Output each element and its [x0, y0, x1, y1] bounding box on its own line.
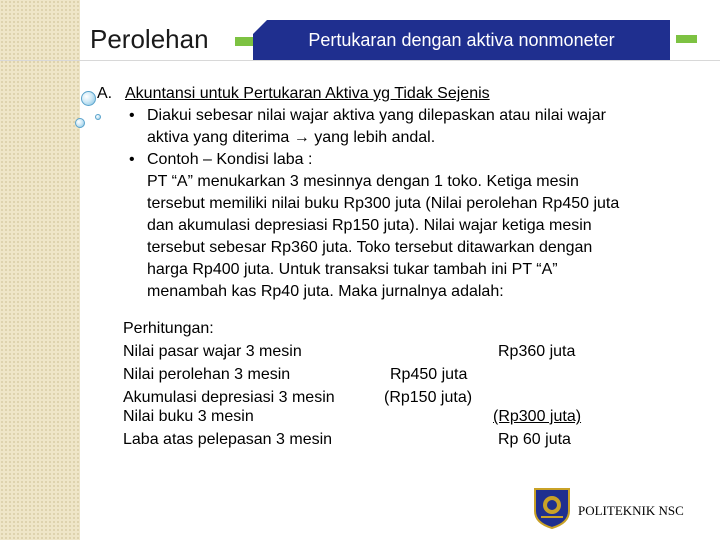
bullet-2-line-5: tersebut sebesar Rp360 juta. Toko tersebut ditawarkan dengan [147, 239, 593, 256]
bubble-decoration-large [81, 91, 96, 106]
calc-heading: Perhitungan: [123, 320, 214, 337]
green-accent-right [676, 35, 697, 43]
bullet-symbol-1: • [129, 107, 135, 124]
calc-label-gain: Laba atas pelepasan 3 mesin [123, 431, 333, 448]
politeknik-logo-icon [533, 487, 571, 529]
bullet-symbol-2: • [129, 151, 135, 168]
logo-text: POLITEKNIK NSC [578, 503, 684, 518]
calc-right-gain: Rp 60 juta [498, 431, 571, 448]
calc-mid-depreciation: (Rp150 juta) [384, 389, 473, 406]
calc-right-fair-value: Rp360 juta [498, 343, 576, 360]
calc-label-depreciation: Akumulasi depresiasi 3 mesin [123, 389, 335, 406]
bullet-1-line-1: Diakui sebesar nilai wajar aktiva yang dilepaskan atau nilai wajar [147, 107, 606, 124]
bullet-2-line-1: Contoh – Kondisi laba : [147, 151, 313, 168]
calc-mid-cost: Rp450 juta [390, 366, 468, 383]
calc-label-fair-value: Nilai pasar wajar 3 mesin [123, 343, 302, 360]
calc-label-cost: Nilai perolehan 3 mesin [123, 366, 291, 383]
bullet-2-line-7: menambah kas Rp40 juta. Maka jurnalnya adalah: [147, 283, 504, 300]
page-title: Perolehan [90, 24, 209, 54]
calc-label-book-value: Nilai buku 3 mesin [123, 408, 254, 425]
calc-right-book-value: (Rp300 juta) [493, 408, 582, 425]
banner-text: Pertukaran dengan aktiva nonmoneter [308, 30, 615, 50]
section-heading: Akuntansi untuk Pertukaran Aktiva yg Tidak Sejenis [125, 85, 490, 102]
bullet-1-line-2-end: yang lebih andal. [309, 129, 436, 146]
bullet-2-line-6: harga Rp400 juta. Untuk transaksi tukar tambah ini PT “A” [147, 261, 558, 278]
bubble-decoration-small [75, 118, 85, 128]
bullet-1-line-2-start: aktiva yang diterima [147, 129, 290, 146]
title-banner [253, 20, 670, 60]
bullet-2-line-3: tersebut memiliki nilai buku Rp300 juta (Nilai perolehan Rp450 juta [147, 195, 620, 212]
bullet-2-line-2: PT “A” menukarkan 3 mesinnya dengan 1 toko. Ketiga mesin [147, 173, 579, 190]
sidebar-texture [0, 0, 80, 540]
header-divider [0, 60, 720, 61]
arrow-icon: → [293, 129, 310, 146]
section-marker: A. [97, 85, 113, 102]
bubble-decoration-tiny [95, 114, 101, 120]
bullet-1-line-2 [147, 127, 435, 149]
bullet-2-line-4: dan akumulasi depresiasi Rp150 juta). Nilai wajar ketiga mesin [147, 217, 592, 234]
